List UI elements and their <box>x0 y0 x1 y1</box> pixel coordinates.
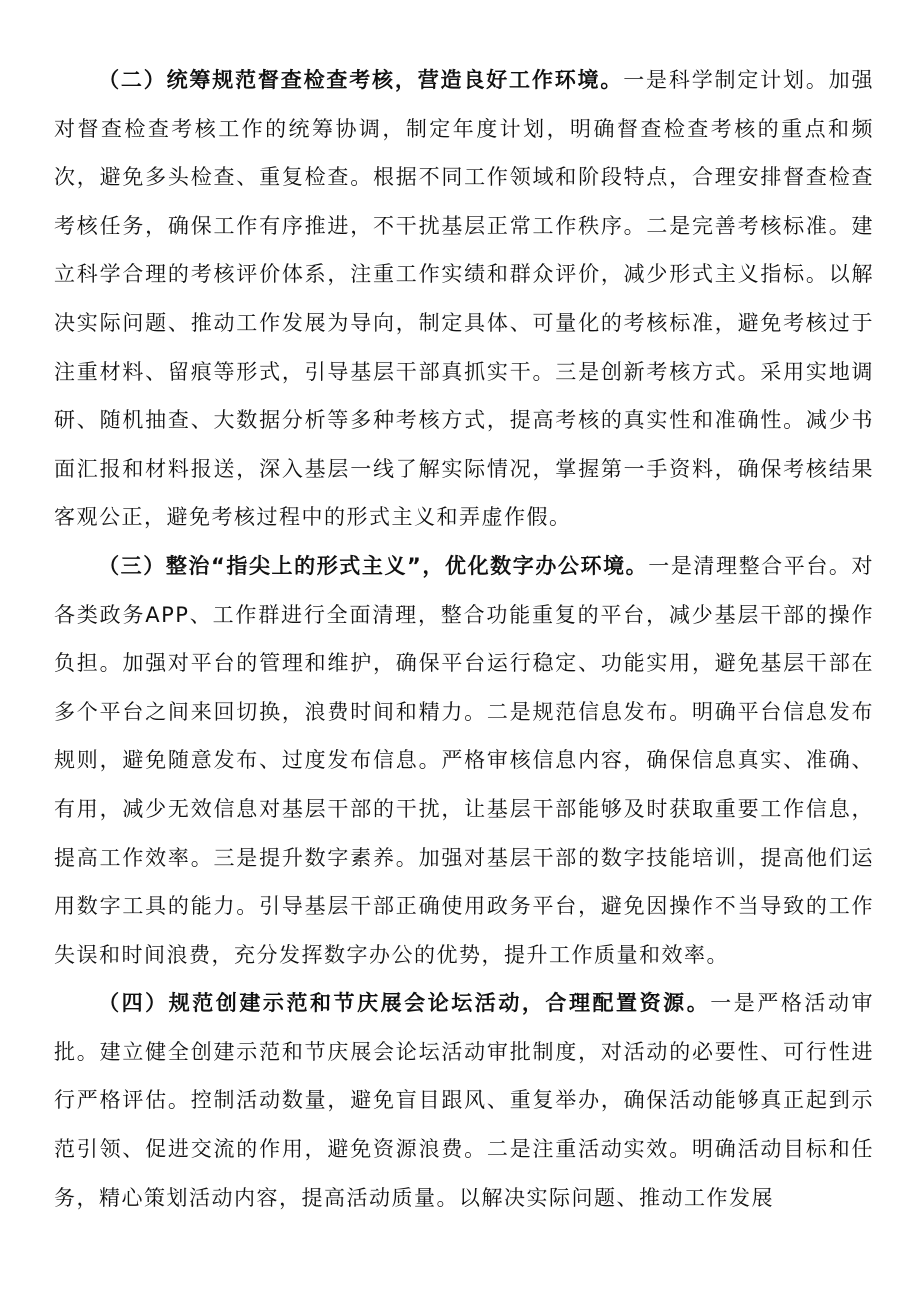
paragraph-3-heading: （三）整治“指尖上的形式主义”，优化数字办公环境。 <box>98 553 649 578</box>
paragraph-2-heading: （二）统筹规范督查检查考核，营造良好工作环境。 <box>98 68 624 92</box>
paragraph-2 <box>54 56 874 542</box>
paragraph-2-text: 一是科学制定计划。加强对督查检查考核工作的统筹协调，制定年度计划，明确督查检查考核的重点和频次，避免多头检查、重复检查。根据不同工作领域和阶段特点，合理安排督查检查考核任务，确保工作有序推进，不干扰基层正常工作秩序。二是完善考核标准。建立科学合理的考核评价体系，注重工作实绩和群众评价，减少形式主义指标。以解决实际问题、推动工作发展为导向，制定具体、可量化的考核标准，避免考核过于注重材料、留痕等形式，引导基层干部真抓实干。三是创新考核方式。采用实地调研、随机抽查、大数据分析等多种考核方式，提高考核的真实性和准确性。减少书面汇报和材料报送，深入基层一线了解实际情况，掌握第一手资料，确保考核结果客观公正，避免考核过程中的形式主义和弄虚作假。 <box>54 68 875 530</box>
paragraph-4-heading: （四）规范创建示范和节庆展会论坛活动，合理配置资源。 <box>98 991 711 1016</box>
paragraph-4-text: 一是严格活动审批。建立健全创建示范和节庆展会论坛活动审批制度，对活动的必要性、可行性进行严格评估。控制活动数量，避免盲目跟风、重复举办，确保活动能够真正起到示范引领、促进交流的作用，避免资源浪费。二是注重活动实效。明确活动目标和任务，精心策划活动内容，提高活动质量。以解决实际问题、推动工作发展 <box>54 991 874 1210</box>
paragraph-3 <box>54 542 874 979</box>
paragraph-3-text: 一是清理整合平台。对各类政务APP、工作群进行全面清理，整合功能重复的平台，减少基层干部的操作负担。加强对平台的管理和维护，确保平台运行稳定、功能实用，避免基层干部在多个平台之间来回切换，浪费时间和精力。二是规范信息发布。明确平台信息发布规则，避免随意发布、过度发布信息。严格审核信息内容，确保信息真实、准确、有用，减少无效信息对基层干部的干扰，让基层干部能够及时获取重要工作信息，提高工作效率。三是提升数字素养。加强对基层干部的数字技能培训，提高他们运用数字工具的能力。引导基层干部正确使用政务平台，避免因操作不当导致的工作失误和时间浪费，充分发挥数字办公的优势，提升工作质量和效率。 <box>54 553 875 967</box>
paragraph-4 <box>54 979 874 1222</box>
document-body <box>54 56 874 1222</box>
